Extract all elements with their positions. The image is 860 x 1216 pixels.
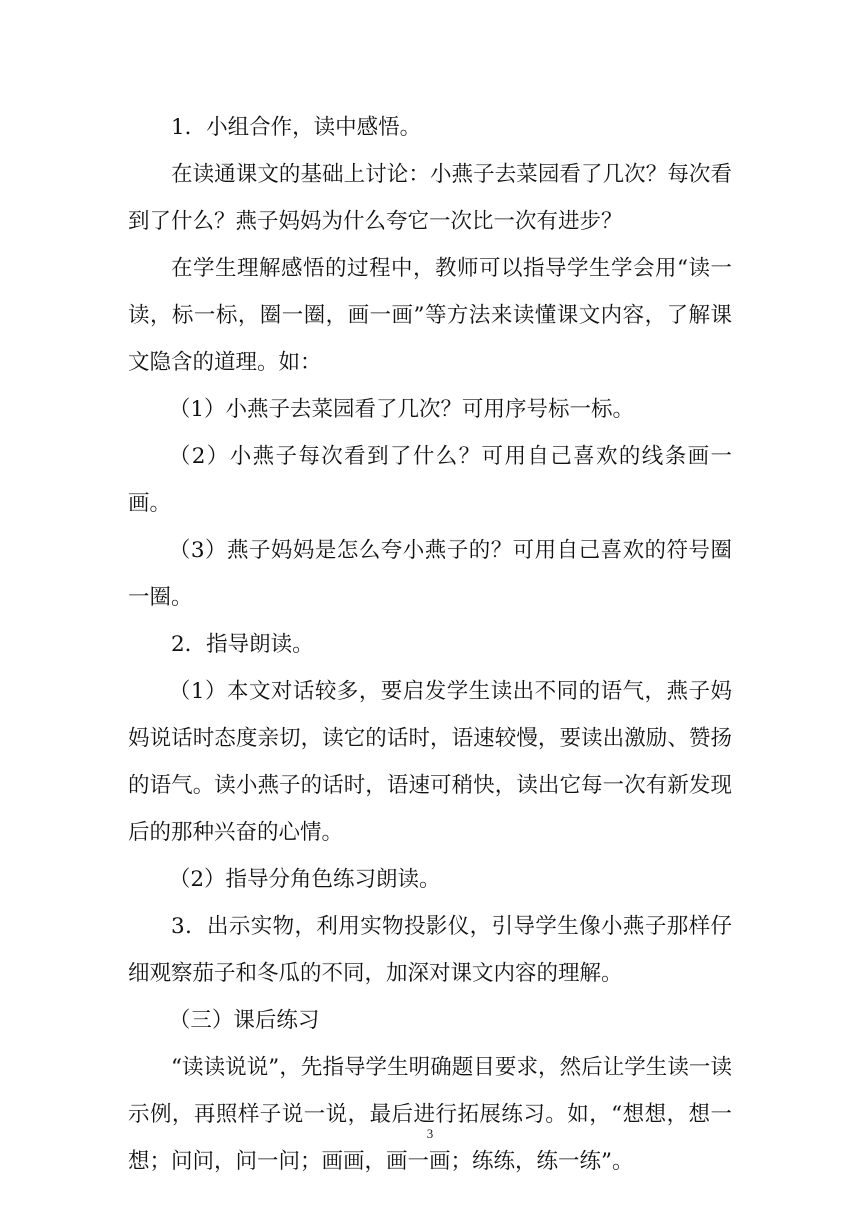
page-number: 3: [426, 1126, 434, 1141]
paragraph-teacher-guidance: 在学生理解感悟的过程中，教师可以指导学生学会用“读一读，标一标，圈一圈，画一画”等方法来读懂课文内容，了解课文隐含的道理。如：: [128, 256, 732, 375]
paragraph-question-2: （2）小燕子每次看到了什么？可用自己喜欢的线条画一画。: [128, 444, 732, 516]
document-body: [128, 104, 732, 1185]
paragraph-discussion-questions: 在读通课文的基础上讨论：小燕子去菜园看了几次？每次看到了什么？燕子妈妈为什么夸它一次比一次有进步？: [128, 162, 732, 234]
paragraph-question-3: （3）燕子妈妈是怎么夸小燕子的？可用自己喜欢的符号圈一圈。: [128, 538, 732, 610]
paragraph-dialogue-reading: （1）本文对话较多，要启发学生读出不同的语气，燕子妈妈说话时态度亲切，读它的话时，语速较慢，要读出激励、赞扬的语气。读小燕子的话时，语速可稍快，读出它每一次有新发现后的那种兴奋的心情。: [128, 679, 732, 845]
paragraph-role-reading: （2）指导分角色练习朗读。: [168, 867, 441, 892]
paragraph-group-cooperation: 1．小组合作，读中感悟。: [171, 115, 422, 140]
paragraph-question-1: （1）小燕子去菜园看了几次？可用序号标一标。: [168, 397, 635, 422]
paragraph-show-objects: 3．出示实物，利用实物投影仪，引导学生像小燕子那样仔细观察茄子和冬瓜的不同，加深对课文内容的理解。: [128, 914, 732, 986]
paragraph-read-and-say: “读读说说”，先指导学生明确题目要求，然后让学生读一读示例，再照样子说一说，最后进行拓展练习。如，“想想，想一想；问问，问一问；画画，画一画；练练，练一练”。: [128, 1055, 732, 1174]
paragraph-reading-guidance: 2．指导朗读。: [171, 632, 314, 657]
paragraph-after-class-heading: （三）课后练习: [168, 1008, 320, 1033]
